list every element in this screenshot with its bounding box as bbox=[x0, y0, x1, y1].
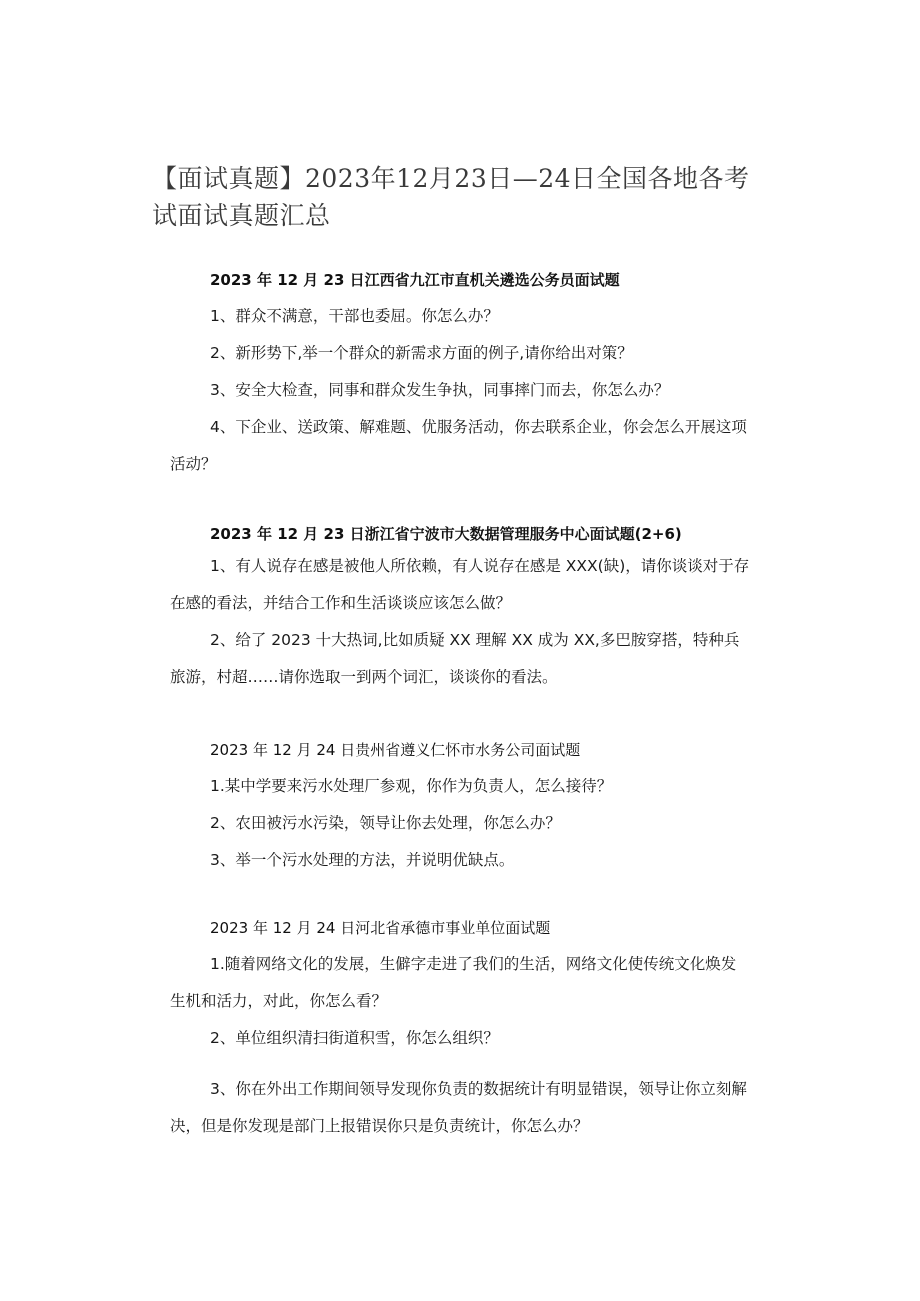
question-item: 3、举一个污水处理的方法，并说明优缺点。 bbox=[210, 851, 515, 869]
question-item: 3、安全大检查，同事和群众发生争执，同事摔门而去，你怎么办？ bbox=[210, 381, 670, 399]
question-item: 1.随着网络文化的发展，生僻字走进了我们的生活，网络文化使传统文化焕发生机和活力，对此，你怎么看？ bbox=[170, 955, 737, 1010]
question-item: 3、你在外出工作期间领导发现你负责的数据统计有明显错误，领导让你立刻解决，但是你发现是部门上报错误你只是负责统计，你怎么办？ bbox=[170, 1080, 747, 1135]
question-item: 2、新形势下,举一个群众的新需求方面的例子,请你给出对策？ bbox=[210, 344, 633, 362]
section-chengde bbox=[170, 918, 750, 1145]
question-item: 4、下企业、送政策、解难题、优服务活动，你去联系企业，你会怎么开展这项活动？ bbox=[170, 418, 747, 473]
section-heading: 2023 年 12 月 23 日浙江省宁波市大数据管理服务中心面试题(2+6) bbox=[210, 525, 682, 543]
question-item: 1、有人说存在感是被他人所依赖，有人说存在感是 XXX(缺)，请你谈谈对于存在感的看法，并结合工作和生活谈谈应该怎么做？ bbox=[170, 557, 750, 612]
document-title: 【面试真题】2023年12月23日—24日全国各地各考试面试真题汇总 bbox=[152, 164, 750, 230]
section-heading: 2023 年 12 月 23 日江西省九江市直机关遴选公务员面试题 bbox=[210, 271, 620, 289]
section-heading: 2023 年 12 月 24 日贵州省遵义仁怀市水务公司面试题 bbox=[210, 741, 581, 759]
question-item: 2、农田被污水污染，领导让你去处理，你怎么办？ bbox=[210, 814, 561, 832]
section-jiujiang bbox=[170, 270, 750, 483]
question-item: 1、群众不满意，干部也委屈。你怎么办？ bbox=[210, 307, 499, 325]
question-item: 2、单位组织清扫街道积雪，你怎么组织？ bbox=[210, 1029, 499, 1047]
question-item: 2、给了 2023 十大热词,比如质疑 XX 理解 XX 成为 XX,多巴胺穿搭，特种兵旅游，村超……请你选取一到两个词汇，谈谈你的看法。 bbox=[170, 631, 740, 686]
question-item: 1.某中学要来污水处理厂参观，你作为负责人，怎么接待？ bbox=[210, 777, 613, 795]
section-heading: 2023 年 12 月 24 日河北省承德市事业单位面试题 bbox=[210, 919, 551, 937]
section-ningbo bbox=[170, 524, 750, 696]
section-zunyi bbox=[170, 740, 750, 879]
